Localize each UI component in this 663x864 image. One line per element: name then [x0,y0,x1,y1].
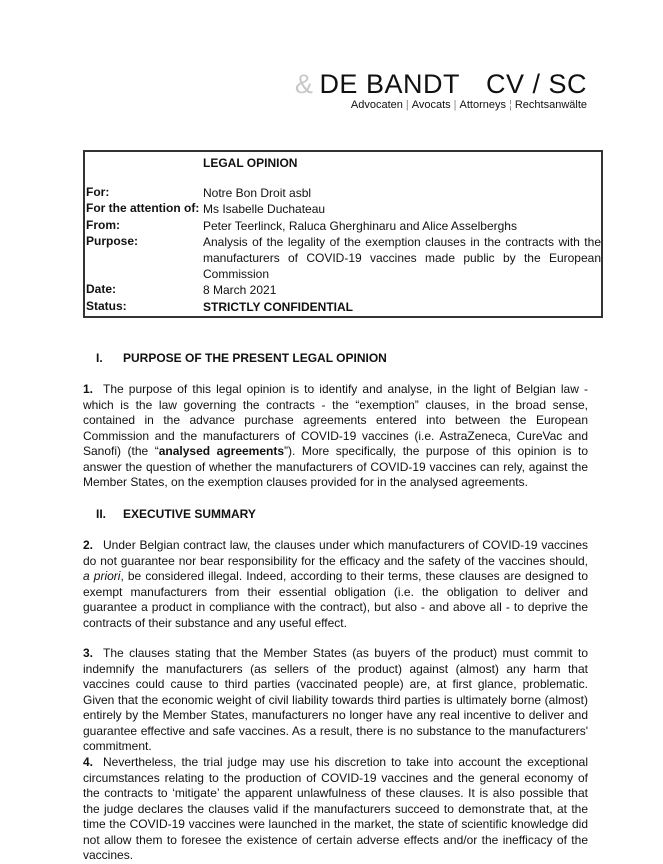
header-value: Notre Bon Droit asbl [203,186,312,200]
section-title: EXECUTIVE SUMMARY [123,507,256,521]
header-value: Analysis of the legality of the exemption clauses in the contracts with the manufacturers of COVID-19 vaccines made public by the European Commission [203,235,601,281]
firm-professions [295,99,587,111]
paragraph-text: , be considered illegal. Indeed, according to their terms, these clauses are designed to exempt manufacturers from their essential obligation (i.e. the obligation to deliver and guarantee a product in compliance with the contract), but also - and above all - to deprive the contracts of their substance and any useful effect. [83,569,588,630]
paragraph-number: 3. [83,646,94,660]
header-label: From: [86,218,120,232]
header-value: Ms Isabelle Duchateau [203,202,326,216]
ampersand: & [294,69,314,99]
profession: Advocaten [350,99,403,111]
paragraph-number: 4. [83,755,94,769]
profession: Avocats [411,99,451,111]
letterhead-logo [295,70,587,111]
profession: Rechtsanwälte [514,99,587,111]
separator: | [453,99,457,111]
header-label: Purpose: [86,234,139,248]
section-number: II. [96,507,107,521]
opinion-header-box [83,150,603,318]
paragraph-3 [83,646,588,755]
paragraph-number: 1. [83,382,94,396]
paragraph-number: 2. [83,538,94,552]
paragraph-text: Nevertheless, the trial judge may use his discretion to take into account the exceptional circumstances relating to the production of COVID-19 vaccines and the general economy of the contracts to ‘mitigate’ the apparent unlawfulness of these clauses. It is also possible that the judge declares the clauses valid if the manufacturers succeed to demonstrate that, at the time the COVID-19 vaccines were launched in the market, the state of scientific knowledge did not allow them to foresee the existence of certain adverse effects and/or the inefficacy of the vaccines. [83,755,588,862]
separator: | [405,99,409,111]
paragraph-text: ”). More specifically, the purpose of this opinion is to answer the question of whether the manufacturers of COVID-19 vaccines can rely, against the Member States, on the exemption clauses provided for in the analysed agreements. [83,444,588,489]
firm-legal-form: CV / SC [485,69,587,99]
header-label: For the attention of: [86,201,200,215]
profession: Attorneys [459,99,506,111]
header-value: 8 March 2021 [203,283,277,297]
section-heading-purpose [96,351,387,365]
paragraph-2 [83,538,588,631]
paragraph-text: The purpose of this legal opinion is to identify and analyse, in the light of Belgian law - which is the law governing the contracts - the “exemption” clauses, in the broad sense, contained in the advance purchase agreements entered into between the European Commission and the manufacturers of COVID-19 vaccines (i.e. AstraZeneca, CureVac and Sanofi) (the “ [83,382,588,458]
header-label: Date: [86,282,117,296]
section-heading-executive-summary [96,507,256,521]
header-label: Status: [86,299,127,313]
header-value: Peter Teerlinck, Raluca Gherghinaru and Alice Asselberghs [203,219,517,233]
defined-term: analysed agreements [158,444,285,458]
section-title: PURPOSE OF THE PRESENT LEGAL OPINION [123,351,387,365]
paragraph-1 [83,382,588,491]
firm-name [295,70,587,98]
firm-name-text: DE BANDT [319,69,460,99]
italic-term: a priori [83,569,121,583]
document-title: LEGAL OPINION [203,156,298,170]
paragraph-4 [83,755,588,864]
paragraph-text: The clauses stating that the Member States (as buyers of the product) must commit to indemnify the manufacturers (as sellers of the product) against (almost) any harm that vaccines could cause to third parties (vaccinated people) are, at first glance, problematic. Given that the economic weight of civil liability towards third parties is ultimately borne (almost) entirely by the Member States, manufacturers no longer have any real incentive to deliver and guarantee effective and safe vaccines. As a result, there is no substance to the manufacturers' commitment. [83,646,588,753]
paragraph-text: Under Belgian contract law, the clauses under which manufacturers of COVID-19 vaccines do not guarantee nor bear responsibility for the efficacy and the safety of the vaccines should, [83,538,588,568]
separator: ¦ [508,99,512,111]
section-number: I. [96,351,103,365]
status-value: STRICTLY CONFIDENTIAL [203,300,354,314]
header-label: For: [86,185,110,199]
